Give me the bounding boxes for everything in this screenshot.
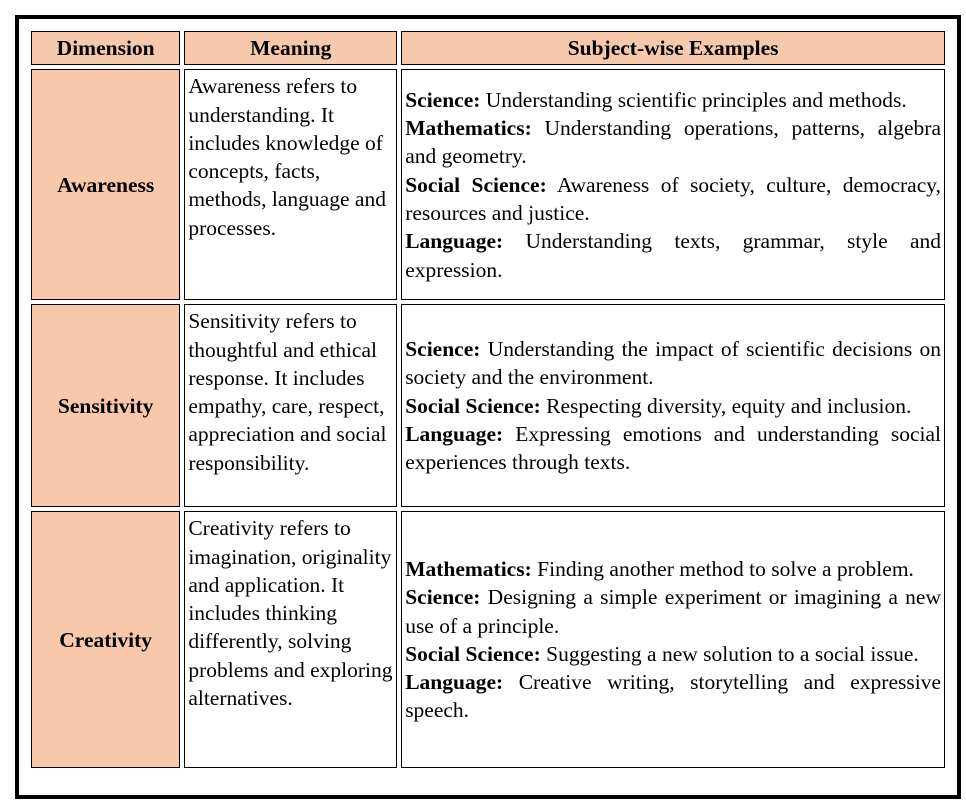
example-text: Understanding operations, patterns, algebra and geometry. bbox=[405, 116, 941, 169]
example-subject: Mathematics: bbox=[405, 556, 532, 581]
table-row bbox=[31, 69, 945, 300]
example-subject: Social Science: bbox=[405, 172, 547, 197]
examples-cell bbox=[401, 304, 945, 507]
example-subject: Social Science: bbox=[405, 641, 541, 666]
examples-cell bbox=[401, 511, 945, 768]
example-text: Understanding texts, grammar, style and expression. bbox=[405, 229, 941, 282]
example-line bbox=[405, 114, 941, 171]
example-text: Expressing emotions and understanding social experiences through texts. bbox=[405, 421, 941, 475]
example-subject: Social Science: bbox=[405, 393, 541, 418]
example-text: Understanding scientific principles and methods. bbox=[480, 87, 907, 112]
example-subject: Language: bbox=[405, 229, 504, 254]
example-line bbox=[405, 86, 941, 114]
table-frame bbox=[15, 15, 961, 799]
example-subject: Science: bbox=[405, 337, 481, 362]
example-line bbox=[405, 227, 941, 284]
example-subject: Science: bbox=[405, 585, 481, 610]
example-text: Understanding the impact of scientific decisions on society and the environment. bbox=[405, 337, 941, 390]
header-row bbox=[31, 31, 945, 65]
header-dimension: Dimension bbox=[31, 31, 180, 65]
example-text: Awareness of society, culture, democracy, resources and justice. bbox=[405, 172, 941, 225]
meaning-cell: Creativity refers to imagination, originality and application. It includes thinking differently, solving problems and exploring alternatives. bbox=[184, 511, 397, 768]
example-text: Creative writing, storytelling and expressive speech. bbox=[405, 670, 941, 723]
dimension-cell: Awareness bbox=[31, 69, 180, 300]
example-line bbox=[405, 171, 941, 228]
dimension-cell: Sensitivity bbox=[31, 304, 180, 507]
table-row bbox=[31, 304, 945, 507]
example-subject: Language: bbox=[405, 670, 504, 695]
dimensions-table bbox=[27, 27, 949, 772]
example-subject: Science: bbox=[405, 87, 481, 112]
header-meaning: Meaning bbox=[184, 31, 397, 65]
example-line bbox=[405, 335, 941, 392]
example-text: Finding another method to solve a problem. bbox=[531, 556, 914, 581]
example-line bbox=[405, 420, 941, 477]
example-line bbox=[405, 668, 941, 725]
dimension-cell: Creativity bbox=[31, 511, 180, 768]
example-line bbox=[405, 555, 941, 583]
example-text: Respecting diversity, equity and inclusion. bbox=[540, 393, 912, 418]
meaning-cell: Awareness refers to understanding. It includes knowledge of concepts, facts, methods, language and processes. bbox=[184, 69, 397, 300]
table-row bbox=[31, 511, 945, 768]
example-subject: Mathematics: bbox=[405, 116, 532, 141]
example-subject: Language: bbox=[405, 421, 504, 446]
meaning-cell: Sensitivity refers to thoughtful and ethical response. It includes empathy, care, respect, appreciation and social responsibility. bbox=[184, 304, 397, 507]
example-text: Suggesting a new solution to a social issue. bbox=[540, 641, 919, 666]
header-examples: Subject-wise Examples bbox=[401, 31, 945, 65]
example-line bbox=[405, 640, 941, 668]
example-line bbox=[405, 392, 941, 420]
example-text: Designing a simple experiment or imagining a new use of a principle. bbox=[405, 585, 941, 638]
examples-cell bbox=[401, 69, 945, 300]
example-line bbox=[405, 583, 941, 640]
